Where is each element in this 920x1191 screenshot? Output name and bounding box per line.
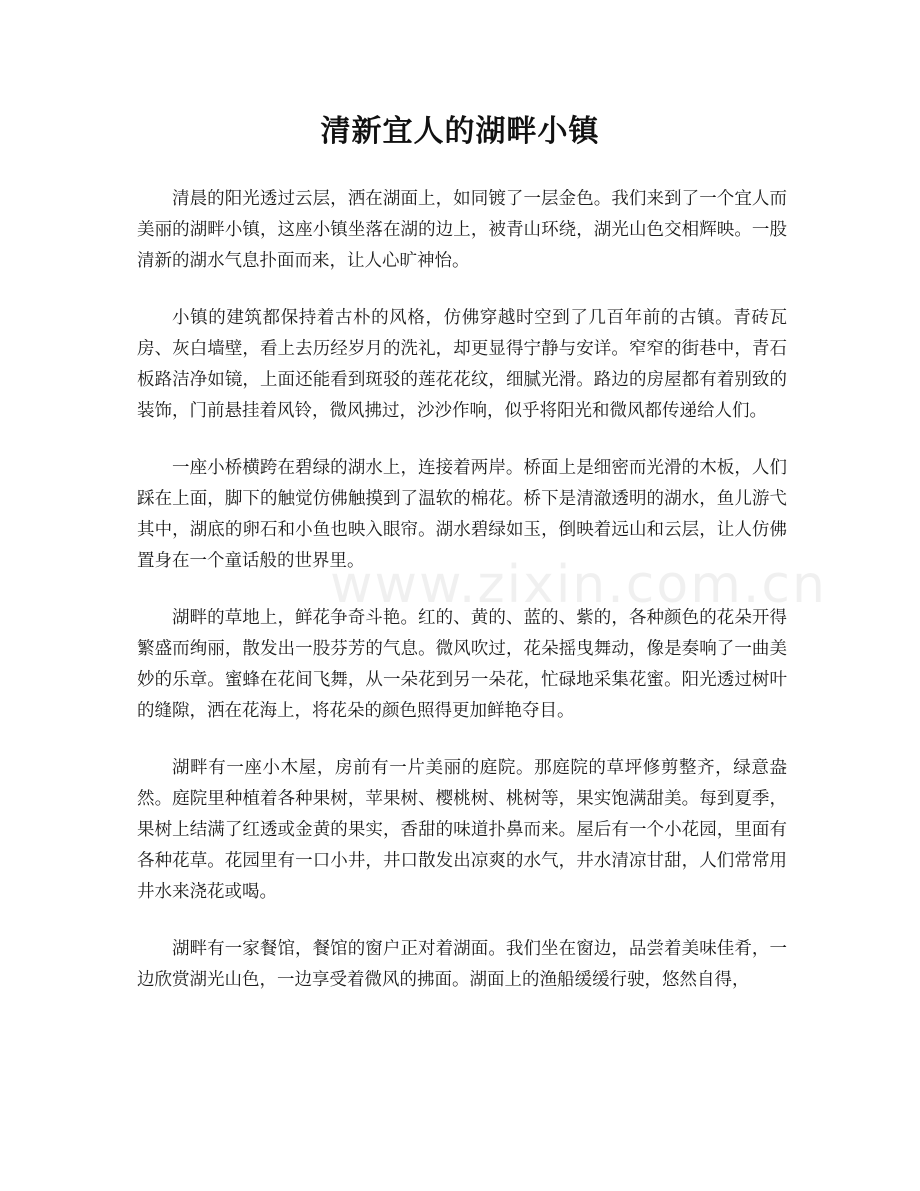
paragraph: 小镇的建筑都保持着古朴的风格，仿佛穿越时空到了几百年前的古镇。青砖瓦房、灰白墙壁，看上去历经岁月的洗礼，却更显得宁静与安详。窄窄的街巷中，青石板路洁净如镜，上面还能看到斑驳的莲花花纹，细腻光滑。路边的房屋都有着别致的装饰，门前悬挂着风铃，微风拂过，沙沙作响，似乎将阳光和微风都传递给人们。 (137, 308, 787, 421)
paragraph: 清晨的阳光透过云层，洒在湖面上，如同镀了一层金色。我们来到了一个宜人而美丽的湖畔小镇，这座小镇坐落在湖的边上，被青山环绕，湖光山色交相辉映。一股清新的湖水气息扑面而来，让人心旷神怡。 (137, 189, 787, 271)
document-body (137, 184, 787, 1022)
paragraph: 湖畔的草地上，鲜花争奇斗艳。红的、黄的、蓝的、紫的，各种颜色的花朵开得繁盛而绚丽，散发出一股芬芳的气息。微风吹过，花朵摇曳舞动，像是奏响了一曲美妙的乐章。蜜蜂在花间飞舞，从一朵花到另一朵花，忙碌地采集花蜜。阳光透过树叶的缝隙，洒在花海上，将花朵的颜色照得更加鲜艳夺目。 (137, 608, 787, 721)
paragraph: 湖畔有一座小木屋，房前有一片美丽的庭院。那庭院的草坪修剪整齐，绿意盎然。庭院里种植着各种果树，苹果树、樱桃树、桃树等，果实饱满甜美。每到夏季，果树上结满了红透或金黄的果实，香甜的味道扑鼻而来。屋后有一个小花园，里面有各种花草。花园里有一口小井，井口散发出凉爽的水气，井水清凉甘甜，人们常常用井水来浇花或喝。 (137, 758, 787, 902)
document-title: 清新宜人的湖畔小镇 (320, 114, 600, 149)
paragraph: 一座小桥横跨在碧绿的湖水上，连接着两岸。桥面上是细密而光滑的木板，人们踩在上面，脚下的触觉仿佛触摸到了温软的棉花。桥下是清澈透明的湖水，鱼儿游弋其中，湖底的卵石和小鱼也映入眼帘。湖水碧绿如玉，倒映着远山和云层，让人仿佛置身在一个童话般的世界里。 (137, 458, 787, 571)
watermark: www.zixin.com.cn (330, 555, 827, 615)
paragraph: 湖畔有一家餐馆，餐馆的窗户正对着湖面。我们坐在窗边，品尝着美味佳肴，一边欣赏湖光山色，一边享受着微风的拂面。湖面上的渔船缓缓行驶，悠然自得， (137, 939, 787, 990)
